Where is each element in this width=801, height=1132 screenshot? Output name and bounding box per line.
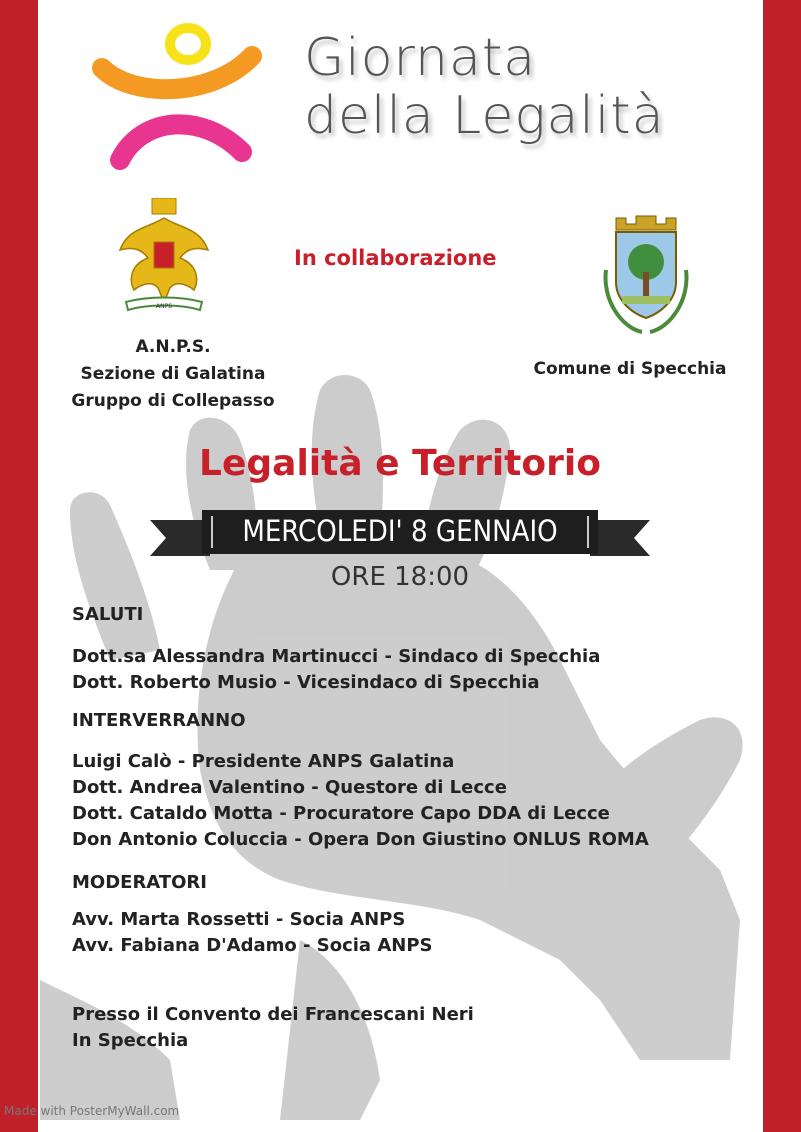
anps-caption-line-3: Gruppo di Collepasso [71,391,275,411]
interventi-line-3: Dott. Cataldo Motta - Procuratore Capo DDA di Lecce [72,803,610,824]
title-line-1: Giornata [304,28,537,88]
anps-caption-line-2: Sezione di Galatina [80,364,266,384]
giornata-legalita-logo-icon [92,20,262,170]
title-line-2: della Legalità [304,86,665,146]
interventi-heading: INTERVERRANNO [72,710,246,731]
interventi-line-4: Don Antonio Coluccia - Opera Don Giustino ONLUS ROMA [72,829,649,850]
event-date: MERCOLEDI' 8 GENNAIO [242,514,558,548]
location-line-1: Presso il Convento dei Francescani Neri [72,1004,474,1025]
saluti-heading: SALUTI [72,604,144,625]
location-line-2: In Specchia [72,1030,189,1051]
emblem-anps-text: ANPS [155,303,173,310]
event-headline: Legalità e Territorio [199,443,601,484]
moderatori-heading: MODERATORI [72,872,207,893]
moderatori-line-2: Avv. Fabiana D'Adamo - Socia ANPS [72,935,433,956]
postermywall-credit[interactable]: Made with PosterMyWall.com [4,1104,180,1118]
anps-caption [58,334,288,415]
interventi-line-2: Dott. Andrea Valentino - Questore di Lecce [72,777,507,798]
collaboration-label: In collaborazione [294,246,497,270]
anps-eagle-emblem-icon [118,198,210,318]
moderatori-line-1: Avv. Marta Rossetti - Socia ANPS [72,909,406,930]
interventi-line-1: Luigi Calò - Presidente ANPS Galatina [72,751,455,772]
specchia-coat-of-arms-icon [602,210,690,338]
anps-caption-line-1: A.N.P.S. [135,337,211,357]
saluti-line-2: Dott. Roberto Musio - Vicesindaco di Specchia [72,672,540,693]
saluti-line-1: Dott.sa Alessandra Martinucci - Sindaco di Specchia [72,646,601,667]
event-time: ORE 18:00 [330,562,470,592]
left-red-border [0,0,38,1132]
comune-caption: Comune di Specchia [533,359,727,379]
right-red-border [763,0,801,1132]
